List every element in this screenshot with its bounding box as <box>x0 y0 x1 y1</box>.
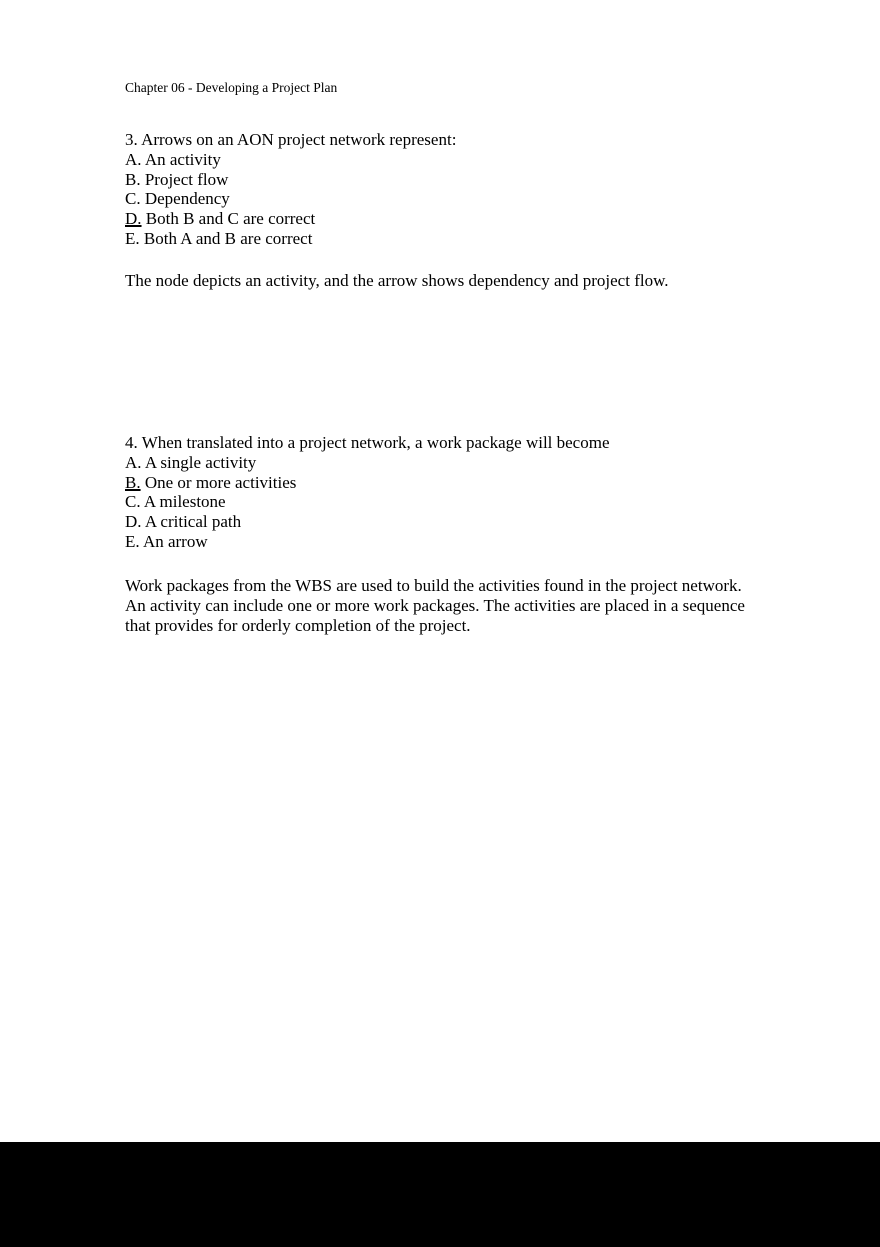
option-letter: C. <box>125 492 141 512</box>
chapter-header: Chapter 06 - Developing a Project Plan <box>125 80 338 95</box>
option-line <box>125 473 815 493</box>
option-letter: C. <box>125 189 141 209</box>
option-letter: A. <box>125 149 142 169</box>
option-letter: E. <box>125 531 140 551</box>
option-text: Project flow <box>144 169 229 189</box>
option-line <box>125 170 815 190</box>
question-text: Arrows on an AON project network represent: <box>141 130 457 149</box>
option-text: An arrow <box>142 531 208 551</box>
question-number: 4. <box>125 433 138 452</box>
option-text: Dependency <box>144 189 230 209</box>
option-line <box>125 512 815 532</box>
answer-explanation: The node depicts an activity, and the arrow shows dependency and project flow. <box>125 271 669 290</box>
option-text: One or more activities <box>144 472 297 492</box>
question-number: 3. <box>125 130 138 149</box>
option-line <box>125 229 815 249</box>
black-bottom-band <box>0 1142 880 1247</box>
option-letter: B. <box>125 169 141 189</box>
option-letter: D. <box>125 512 142 532</box>
question-stem <box>125 433 815 453</box>
option-letter: D. <box>125 209 142 229</box>
option-text: A milestone <box>143 492 226 512</box>
option-text: An activity <box>144 149 221 169</box>
question-4 <box>125 433 815 552</box>
option-text: Both A and B are correct <box>143 228 313 248</box>
option-line <box>125 150 815 170</box>
option-text: A critical path <box>144 512 242 532</box>
option-text: Both B and C are correct <box>145 209 316 229</box>
option-letter: A. <box>125 452 142 472</box>
question-3 <box>125 130 815 249</box>
option-line <box>125 492 815 512</box>
option-letter: B. <box>125 472 141 492</box>
option-letter: E. <box>125 228 140 248</box>
question-text: When translated into a project network, a work package will become <box>141 433 610 452</box>
option-line <box>125 453 815 473</box>
option-text: A single activity <box>144 452 257 472</box>
answer-explanation: Work packages from the WBS are used to build the activities found in the project network. An activity can include one or more work packages. The activities are placed in a sequence that provides for orderly completion of the project. <box>125 576 745 635</box>
option-line <box>125 189 815 209</box>
option-line <box>125 532 815 552</box>
option-line <box>125 209 815 229</box>
question-stem <box>125 130 815 150</box>
